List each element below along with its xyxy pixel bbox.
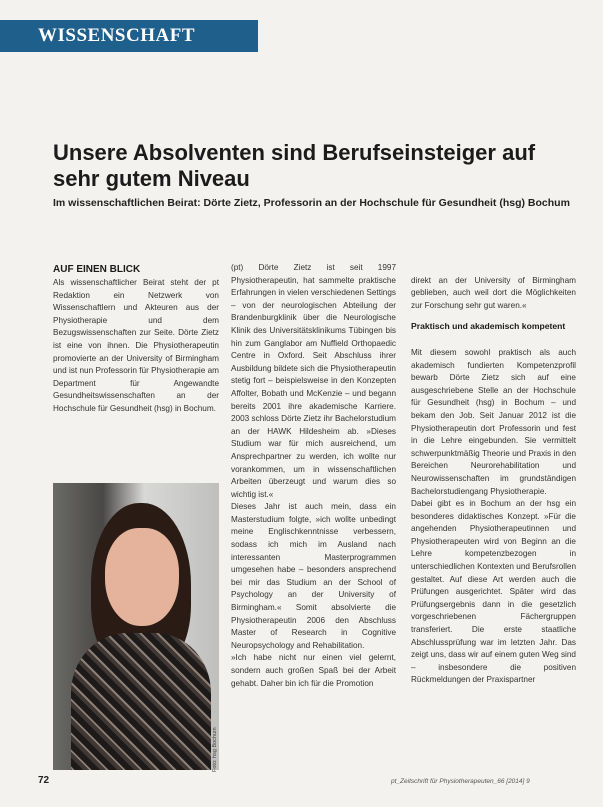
box-text: Als wissenschaftlicher Beirat steht der pt Redaktion ein Netzwerk von Wissenschaftlern und Akteuren aus der Physiotherapie und dem Bezugswissenschaften zur Seite. Dörte Zietz ist eine von ihnen. Die Physiotherapeutin promovierte an der University of Birmingham und ist nun Professorin für Physiotherapie am Department für Angewandte Gesundheitswissenschaften an der Hochschule für Gesundheit (hsg) in Bochum.: [53, 278, 219, 413]
article-column-2: (pt) Dörte Zietz ist seit 1997 Physiotherapeutin, hat sammelte praktische Erfahrungen in vielen verschiedenen Settings – von der neurologischen Abteilung der Brandenburgklinik über die Neurologische Klinik des Universitätsklinikums Tübingen bis hin zum Ganglabor am Nuffield Orthopaedic Centre in Oxford. Seit Abschluss ihrer Ausbildung bildete sich die Physiotherapeutin stetig fort – beispielsweise in den Konzepten Affolter, Bobath und McKenzie – und begann bereits 2001 ihre akademische Karriere. 2003 schloss Dörte Zietz ihr Bachelorstudium an der HAWK Hildesheim ab. »Dieses Studium war für mich ausreichend, um Ansprechpartner zu werden, ich wollte nur vorankommen, um in wissenschaftlichen Arbeiten überzeugt und warum dies so wichtig ist.« Dieses Jahr ist auch mein, dass ein Masterstudium folgte, »ich wollte unbedingt meine Englischkenntnisse verbessern, sodass ich mich im Ausland nach interessanten Masterprogrammen umgesehen habe – besonders ansprechend bei mir das Studium an der School of Psychology an der University of Birmingham.« Somit absolvierte die Physiotherapeutin 2006 den Abschluss Master of Research in Cognitive Neuropsychology and Rehabilitation. »Ich habe nicht nur einen viel gelernt, sondern auch großen Spaß bei der Arbeit gehabt. Daher bin ich für die Promotion: [231, 263, 396, 688]
portrait-scarf: [71, 633, 211, 770]
column-3-subheading: Praktisch und akademisch kompetent: [411, 321, 566, 332]
photo-credit: Foto: hsg Bochum: [212, 727, 218, 772]
portrait-face: [105, 528, 179, 626]
page-number: 72: [38, 775, 50, 786]
article-column-3: [411, 262, 576, 687]
article-title: Unsere Absolventen sind Berufseinsteiger auf sehr gutem Niveau: [53, 140, 536, 191]
article-subtitle: Im wissenschaftlichen Beirat: Dörte Zietz, Professorin an der Hochschule für Gesundheit (hsg) Bochum: [53, 197, 570, 209]
section-label: WISSENSCHAFT: [38, 25, 195, 46]
portrait-photo: [53, 483, 219, 770]
column-3-body: Mit diesem sowohl praktisch als auch akademisch fundierten Kompetenzprofil bewarb Dörte Zietz sich auf eine ausgeschriebene Stelle an der Hochschule für Gesundheit (hsg) in Bochum – und bekam den Job. Seit Januar 2012 ist die Physiotherapeutin dort Professorin und fest in die Lehre eingebunden. Sie vermittelt schwerpunktmäßig Theorie und Praxis in den Bereichen Neurorehabilitation und Neurowissenschaften im grundständigen Bachelorstudiengang Physiotherapie. Dabei gibt es in Bochum an der hsg ein besonderes didaktisches Konzept. »Für die angehenden Physiotherapeutinnen und Physiotherapeuten wird von Beginn an die Lehre kompetenzbezogen in unterschiedlichen Kontexten und Berufsrollen gestaltet. Auf diese Art werden auch die Prüfungen ausgerichtet. Später wird das Prüfungsergebnis dann in die gesetzlich vorgeschriebenen Fächergruppen transferiert. Die erste staatliche Abschlussprüfung war im letzten Jahr. Das zeigt uns, dass wir auf einem guten Weg sind – insbesondere die positiven Rückmeldungen der Praxispartner: [411, 347, 576, 685]
column-3-intro: direkt an der University of Birmingham geblieben, auch weil dort die Möglichkeiten zur Forschung sehr gut waren.«: [411, 275, 576, 310]
journal-footer: pt_Zeitschrift für Physiotherapeuten_66 [2014] 9: [391, 778, 530, 785]
box-heading: AUF EINEN BLICK: [53, 264, 141, 275]
